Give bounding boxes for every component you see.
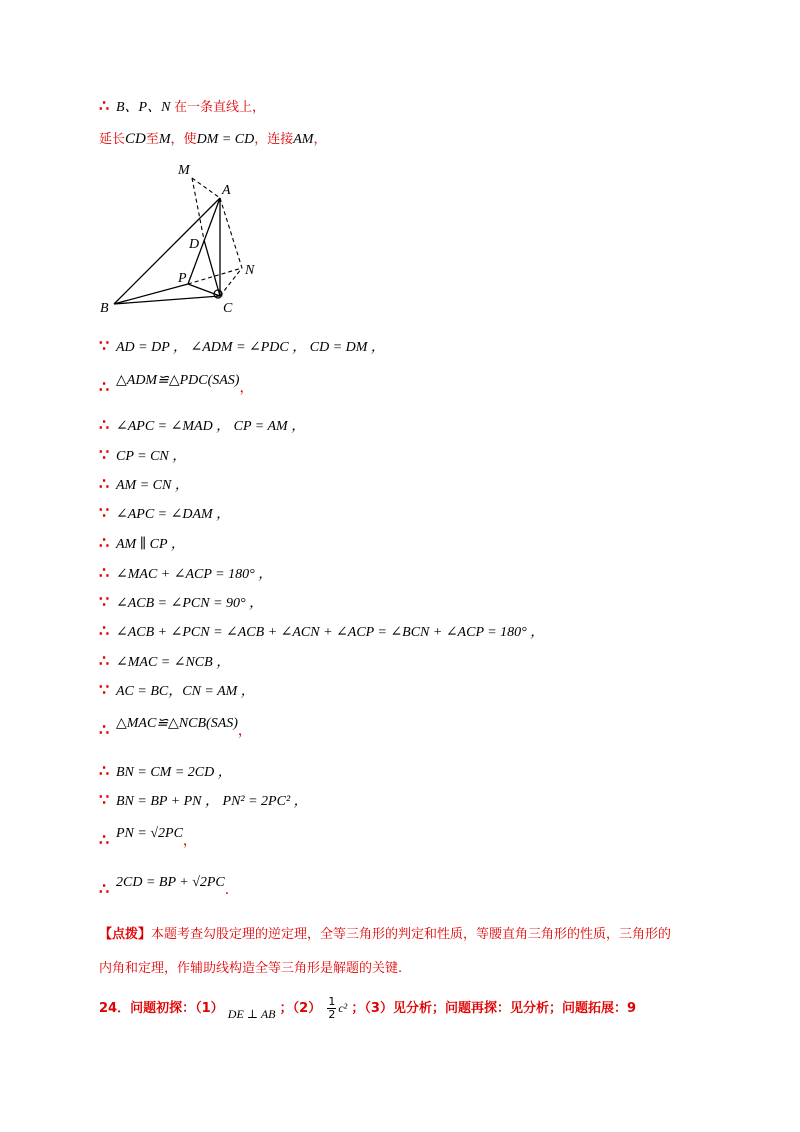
math-expression: DM = CD	[196, 132, 255, 147]
math-expression: B、P、N	[116, 100, 171, 115]
therefore-symbol: ∴	[99, 565, 110, 582]
therefore-symbol: ∴	[99, 379, 110, 396]
segment-BA	[114, 198, 220, 304]
proof-step	[99, 503, 230, 523]
label-M: M	[178, 163, 190, 178]
therefore-symbol: ∴	[99, 623, 110, 640]
math-expression: ∠MAC = ∠NCB ，	[116, 655, 231, 670]
hint-text-cont: 内角和定理，作辅助线构造全等三角形是解题的关键.	[99, 961, 403, 976]
statement-text: ，连接	[254, 132, 294, 147]
segment-PC	[188, 284, 220, 296]
answer-rest: ；（3）见分析；问题再探：见分析；问题拓展：9	[351, 1001, 637, 1016]
segment-MD	[192, 178, 204, 240]
answer-mid: ；（2）	[279, 1001, 322, 1016]
segment-MA	[192, 178, 220, 198]
punctuation: ，	[237, 724, 252, 739]
label-A: A	[222, 183, 231, 198]
statement-text: 在一条直线上，	[173, 100, 265, 115]
punctuation: ．	[224, 883, 239, 898]
therefore-symbol: ∴	[99, 832, 110, 849]
math-expression: AM	[293, 132, 314, 147]
statement-text: 至	[145, 132, 159, 147]
proof-step	[99, 822, 197, 849]
statement-collinear	[99, 96, 265, 116]
statement-extend	[99, 128, 326, 148]
math-expression: PN = √2PC	[116, 826, 183, 841]
therefore-symbol: ∴	[99, 417, 110, 434]
math-expression: CP = CN ，	[116, 449, 187, 464]
math-expression: BN = BP + PN ， PN² = 2PC² ，	[116, 794, 308, 809]
proof-step	[99, 592, 263, 612]
answer-prefix: 24．问题初探：（1）	[99, 1001, 224, 1016]
math-expression: AD = DP ， ∠ADM = ∠PDC ， CD = DM ，	[116, 340, 385, 355]
statement-text: ，使	[170, 132, 197, 147]
math-expression: ∠APC = ∠MAD ， CP = AM ，	[116, 419, 306, 434]
fraction	[327, 996, 336, 1021]
proof-step	[99, 790, 308, 810]
fraction-numerator: 1	[328, 995, 336, 1008]
statement-text: 延长	[99, 132, 126, 147]
math-expression: ∠ACB = ∠PCN = 90° ，	[116, 596, 264, 611]
label-D: D	[189, 237, 200, 252]
segment-PN	[188, 268, 242, 284]
hint-line-2	[99, 957, 402, 976]
label-B: B	[100, 301, 109, 316]
because-symbol: ∵	[99, 505, 110, 522]
punctuation: ，	[182, 834, 197, 849]
label-P: P	[178, 271, 187, 286]
math-expression: M	[158, 132, 171, 147]
proof-step	[99, 712, 252, 739]
proof-step	[99, 563, 272, 583]
hint-line-1	[99, 923, 671, 942]
because-symbol: ∵	[99, 682, 110, 699]
label-N: N	[245, 263, 255, 278]
proof-step	[99, 369, 254, 396]
segment-CN	[220, 268, 242, 296]
proof-step	[99, 415, 305, 435]
therefore-symbol: ∴	[99, 881, 110, 898]
label-C: C	[223, 301, 233, 316]
punctuation: ，	[239, 381, 254, 396]
math-expression: △MAC≌△NCB(SAS)	[116, 716, 238, 731]
proof-step	[99, 474, 189, 494]
proof-step	[99, 533, 185, 553]
therefore-symbol: ∴	[99, 653, 110, 670]
because-symbol: ∵	[99, 594, 110, 611]
because-symbol: ∵	[99, 338, 110, 355]
therefore-symbol: ∴	[99, 535, 110, 552]
statement-text: ，	[313, 132, 327, 147]
because-symbol: ∵	[99, 447, 110, 464]
segment-DC	[204, 240, 220, 296]
therefore-symbol: ∴	[99, 722, 110, 739]
therefore-symbol: ∴	[99, 476, 110, 493]
math-expression: AC = BC，CN = AM ，	[116, 684, 255, 699]
fraction-denominator: 2	[328, 1008, 336, 1021]
math-expression: ∠MAC + ∠ACP = 180° ，	[116, 567, 273, 582]
math-expression: BN = CM = 2CD ，	[116, 765, 232, 780]
therefore-symbol: ∴	[99, 763, 110, 780]
proof-step	[99, 651, 230, 671]
answer-24	[99, 996, 636, 1021]
proof-step	[99, 621, 544, 641]
segment-AN	[220, 198, 242, 268]
math-expression: AM ∥ CP ，	[116, 537, 185, 552]
proof-step	[99, 336, 385, 356]
hint-text: 本题考查勾股定理的逆定理，全等三角形的判定和性质，等腰直角三角形的性质，三角形的	[151, 927, 672, 942]
math-expression: AM = CN ，	[116, 478, 189, 493]
proof-step	[99, 871, 239, 898]
hint-label: 【点拨】	[99, 927, 152, 942]
geometry-figure	[92, 160, 282, 325]
because-symbol: ∵	[99, 792, 110, 809]
math-expression: CD	[125, 131, 146, 147]
proof-step	[99, 680, 255, 700]
math-expression: c²	[338, 1001, 348, 1015]
math-expression: ∠APC = ∠DAM ，	[116, 507, 231, 522]
math-expression: △ADM≌△PDC(SAS)	[116, 373, 240, 388]
proof-step	[99, 761, 232, 781]
therefore-symbol: ∴	[99, 98, 110, 115]
math-expression: ∠ACB + ∠PCN = ∠ACB + ∠ACN + ∠ACP = ∠BCN + ∠ACP = 180° ，	[116, 625, 545, 640]
math-expression: 2CD = BP + √2PC	[116, 875, 225, 890]
proof-step	[99, 445, 186, 465]
math-expression: DE ⊥ AB	[227, 1007, 276, 1021]
